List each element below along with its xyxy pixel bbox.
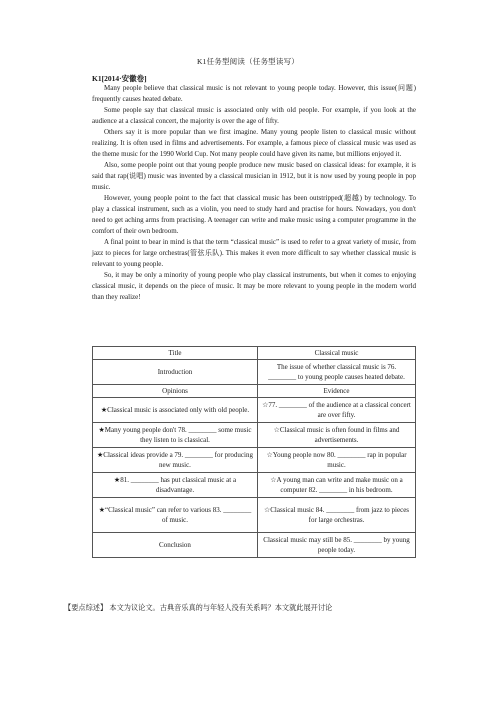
conclusion-value-cell: Classical music may still be 85. ________ by young people today. [258, 533, 416, 558]
paragraph: So, it may be only a minority of young people who play classical instruments, but when it comes to enjoying classical music, it depends on the piece of music. It may be more relevant to young people in the modern world than they realize! [92, 271, 416, 301]
table-row [93, 360, 416, 385]
opinion-cell: ★Classical music is associated only with old people. [93, 398, 258, 423]
table-row [93, 498, 416, 533]
evidence-cell: ☆A young man can write and make music on a computer 82. ________ in his bedroom. [258, 473, 416, 498]
source-label: K1[2014·安徽卷] [92, 74, 147, 83]
evidence-cell: ☆Classical music is often found in films and advertisements. [258, 423, 416, 448]
table-row [93, 533, 416, 558]
title-label-cell: Title [93, 347, 258, 360]
paragraph: Some people say that classical music is associated only with old people. For example, if you look at the audience at a classical concert, the majority is over the age of fifty. [92, 106, 416, 125]
table-row [93, 423, 416, 448]
evidence-header-cell: Evidence [258, 385, 416, 398]
table-row [93, 385, 416, 398]
title-value-cell: Classical music [258, 347, 416, 360]
opinion-cell: ★“Classical music” can refer to various 83. ________ of music. [93, 498, 258, 533]
table-row [93, 473, 416, 498]
opinions-header-cell: Opinions [93, 385, 258, 398]
paragraph: However, young people point to the fact that classical music has been outstripped(超越) by technology. To play a classical instrument, such as a violin, you need to study hard and practise for hours. Nowadays, you don't need to get aching arms from practising. A teenager can write and make music using a computer programme in the comfort of their own bedroom. [92, 194, 416, 235]
task-table [92, 346, 416, 558]
evidence-cell: ☆77. ________ of the audience at a classical concert are over fifty. [258, 398, 416, 423]
opinion-cell: ★Classical ideas provide a 79. ________ for producing new music. [93, 448, 258, 473]
intro-value-cell: The issue of whether classical music is 76. ________ to young people causes heated debate. [258, 360, 416, 385]
table-row [93, 448, 416, 473]
evidence-cell: ☆Classical music 84. ________ from jazz to pieces for large orchestras. [258, 498, 416, 533]
summary-note: 【要点综述】 本文为议论文。古典音乐真的与年轻人没有关系吗？本文就此展开讨论 [64, 603, 333, 612]
page-title: K1任务型阅读（任务型读写） [197, 57, 299, 66]
opinion-cell: ★Many young people don't 78. ________ some music they listen to is classical. [93, 423, 258, 448]
paragraph: Others say it is more popular than we first imagine. Many young people listen to classical music without realizing. It is often used in films and advertisements. For example, a famous piece of classical music was used as the theme music for the 1990 World Cup. Not many people could have given its name, but millions enjoyed it. [92, 128, 416, 158]
table-row [93, 398, 416, 423]
conclusion-label-cell: Conclusion [93, 533, 258, 558]
evidence-cell: ☆Young people now 80. ________ rap in popular music. [258, 448, 416, 473]
paragraph: A final point to bear in mind is that the term “classical music” is used to refer to a great variety of music, from jazz to pieces for large orchestras(管弦乐队). This makes it even more difficult to say whether classical music is relevant to young people. [92, 238, 416, 268]
intro-label-cell: Introduction [93, 360, 258, 385]
paragraph: Many people believe that classical music is not relevant to young people today. However, this issue(问题) frequently causes heated debate. [92, 84, 416, 103]
table-row [93, 347, 416, 360]
reading-passage [92, 83, 416, 303]
opinion-cell: ★81. ________ has put classical music at a disadvantage. [93, 473, 258, 498]
paragraph: Also, some people point out that young people produce new music based on classical ideas: for example, it is said that rap(说唱) music was invented by a classical musician in 1912, but it is now used by young people in pop music. [92, 161, 416, 191]
